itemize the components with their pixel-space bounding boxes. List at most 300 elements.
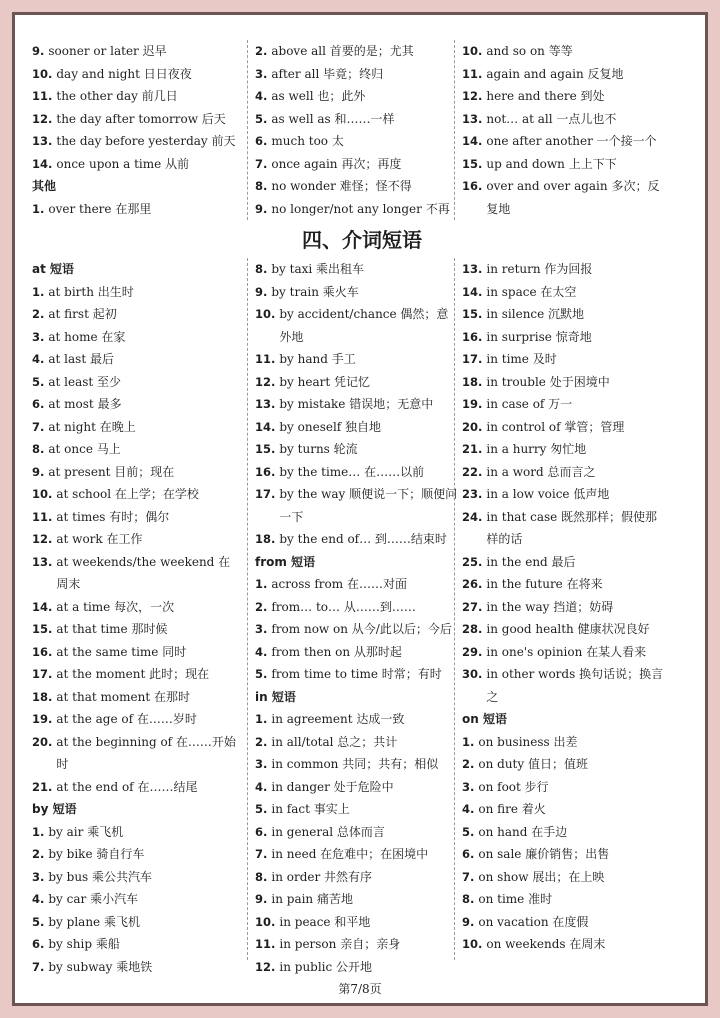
entry-text: in general 总体而言 <box>271 824 385 839</box>
entry-text: in peace 和平地 <box>279 914 371 929</box>
entry-text: once again 再次；再度 <box>271 156 402 171</box>
phrase-entry <box>255 348 459 371</box>
entry-text: at home 在家 <box>48 329 126 344</box>
entry-text: as well 也；此外 <box>271 89 366 103</box>
entry-text: day and night 日日夜夜 <box>56 66 192 81</box>
phrase-entry <box>255 483 459 528</box>
entry-number: 7. <box>32 419 45 434</box>
entry-number: 1. <box>32 824 45 839</box>
phrase-entry <box>462 416 666 439</box>
entry-text: from time to time 时常；有时 <box>271 667 442 681</box>
entry-number: 20. <box>462 419 483 434</box>
phrase-entry <box>462 731 666 754</box>
entry-text: as well as 和……一样 <box>271 111 395 126</box>
entry-number: 1. <box>462 734 475 749</box>
entry-number: 13. <box>32 554 53 569</box>
entry-number: 3. <box>32 869 45 884</box>
entry-number: 13. <box>462 111 483 126</box>
entry-text: over there 在那里 <box>48 201 152 216</box>
phrase-entry <box>32 911 236 934</box>
entry-text: in public 公开地 <box>279 959 373 974</box>
entry-text: at the beginning of 在……开始时 <box>56 734 236 771</box>
phrase-entry <box>255 108 459 131</box>
entry-text: at present 目前；现在 <box>48 464 175 479</box>
entry-text: on time 准时 <box>478 892 553 906</box>
entry-number: 7. <box>32 959 45 974</box>
phrase-entry <box>32 438 236 461</box>
phrase-entry <box>32 63 236 86</box>
subsection-heading: 其他 <box>32 179 57 193</box>
entry-number: 3. <box>255 757 268 771</box>
entry-number: 14. <box>462 284 483 299</box>
phrase-entry <box>255 198 459 221</box>
phrase-entry <box>32 618 236 641</box>
entry-text: once upon a time 从前 <box>56 156 190 171</box>
phrase-entry <box>255 753 459 776</box>
entry-number: 11. <box>255 937 276 951</box>
entry-number: 7. <box>255 156 268 171</box>
phrase-entry <box>255 303 459 348</box>
entry-number: 10. <box>32 487 53 501</box>
phrase-entry <box>255 528 459 551</box>
phrase-entry <box>462 393 666 416</box>
entry-number: 24. <box>462 509 483 524</box>
phrase-entry <box>32 326 236 349</box>
entry-text: in space 在太空 <box>486 284 577 299</box>
phrase-entry <box>462 798 666 821</box>
phrase-entry <box>462 776 666 799</box>
phrase-entry <box>462 348 666 371</box>
phrase-entry <box>462 753 666 776</box>
phrase-entry <box>462 40 666 63</box>
entry-text: in control of 掌管；管理 <box>486 419 625 434</box>
phrase-entry <box>255 40 459 63</box>
phrase-entry <box>32 416 236 439</box>
entry-text: above all 首要的是；尤其 <box>271 44 414 58</box>
entry-number: 11. <box>32 509 53 524</box>
phrase-entry <box>255 731 459 754</box>
entry-number: 6. <box>462 847 475 861</box>
entry-number: 16. <box>462 179 483 193</box>
entry-text: at work 在工作 <box>56 532 143 546</box>
phrase-entry <box>462 551 666 574</box>
entry-number: 12. <box>462 89 483 103</box>
entry-number: 12. <box>255 959 276 974</box>
phrase-entry <box>255 641 459 664</box>
top-column-1 <box>28 40 240 220</box>
entry-text: in the end 最后 <box>486 554 576 569</box>
entry-number: 7. <box>462 869 475 884</box>
entry-number: 5. <box>32 914 45 929</box>
entry-text: in a low voice 低声地 <box>486 487 610 501</box>
entry-text: at that time 那时候 <box>56 622 168 636</box>
entry-text: in one's opinion 在某人看来 <box>486 644 647 659</box>
entry-number: 28. <box>462 622 483 636</box>
phrase-entry <box>255 153 459 176</box>
entry-text: the day after tomorrow 后天 <box>56 111 226 126</box>
entry-text: at school 在上学；在学校 <box>56 487 199 501</box>
entry-text: up and down 上上下下 <box>486 156 617 171</box>
entry-number: 14. <box>462 134 483 148</box>
entry-text: no longer/not any longer 不再 <box>271 201 450 216</box>
entry-text: over and over again 多次；反复地 <box>486 179 660 216</box>
entry-text: at most 最多 <box>48 397 122 411</box>
phrase-entry <box>255 596 459 619</box>
entry-number: 4. <box>255 89 268 103</box>
entry-text: on fire 着火 <box>478 802 546 816</box>
phrase-entry <box>255 416 459 439</box>
phrase-entry <box>255 175 459 198</box>
entry-number: 12. <box>32 111 53 126</box>
entry-number: 6. <box>32 397 45 411</box>
phrase-entry <box>255 371 459 394</box>
entry-number: 8. <box>255 179 268 193</box>
phrase-entry <box>462 821 666 844</box>
phrase-entry <box>462 506 666 551</box>
entry-number: 27. <box>462 599 483 614</box>
entry-number: 5. <box>255 667 268 681</box>
phrase-entry <box>255 798 459 821</box>
column-divider <box>454 258 455 960</box>
phrase-entry <box>32 371 236 394</box>
phrase-entry <box>255 281 459 304</box>
phrase-entry <box>32 108 236 131</box>
entry-text: in fact 事实上 <box>271 802 350 816</box>
entry-number: 22. <box>462 464 483 479</box>
entry-number: 9. <box>462 914 475 929</box>
entry-text: from then on 从那时起 <box>271 644 402 659</box>
entry-text: by oneself 独自地 <box>279 419 382 434</box>
entry-text: in person 亲自；亲身 <box>279 937 401 951</box>
entry-text: in the future 在将来 <box>486 577 603 591</box>
entry-number: 15. <box>462 307 483 321</box>
phrase-entry <box>255 956 459 979</box>
entry-text: from… to… 从……到…… <box>271 599 416 614</box>
entry-number: 13. <box>462 262 483 276</box>
entry-number: 2. <box>32 307 45 321</box>
entry-number: 21. <box>462 442 483 456</box>
entry-number: 23. <box>462 487 483 501</box>
entry-number: 10. <box>462 44 483 58</box>
entry-number: 19. <box>462 397 483 411</box>
entry-text: at once 马上 <box>48 442 121 456</box>
phrase-entry <box>32 843 236 866</box>
phrase-entry <box>32 153 236 176</box>
entry-text: by plane 乘飞机 <box>48 914 140 929</box>
entry-text: on business 出差 <box>478 734 578 749</box>
subsection-heading: from 短语 <box>255 554 316 569</box>
entry-number: 4. <box>255 644 268 659</box>
entry-text: by the end of… 到……结束时 <box>279 532 447 546</box>
entry-text: by mistake 错误地；无意中 <box>279 397 434 411</box>
phrase-entry <box>32 731 236 776</box>
entry-number: 9. <box>255 892 268 906</box>
subsection-heading: at 短语 <box>32 262 75 276</box>
phrase-entry <box>255 63 459 86</box>
entry-number: 3. <box>462 779 475 794</box>
entry-number: 1. <box>255 712 268 726</box>
entry-number: 9. <box>32 464 45 479</box>
entry-number: 11. <box>32 89 53 103</box>
phrase-entry <box>462 843 666 866</box>
entry-number: 16. <box>462 329 483 344</box>
entry-number: 16. <box>255 464 276 479</box>
entry-number: 3. <box>255 66 268 81</box>
entry-number: 14. <box>32 156 53 171</box>
entry-number: 16. <box>32 644 53 659</box>
entry-text: by the way 顺便说一下；顺便问一下 <box>279 487 458 524</box>
entry-text: by accident/chance 偶然；意外地 <box>279 307 449 344</box>
phrase-entry <box>255 461 459 484</box>
column-divider <box>247 258 248 960</box>
entry-number: 7. <box>255 847 268 861</box>
phrase-entry <box>32 641 236 664</box>
entry-number: 12. <box>255 374 276 389</box>
phrase-entry <box>462 596 666 619</box>
entry-text: no wonder 难怪；怪不得 <box>271 179 412 193</box>
phrase-entry <box>255 911 459 934</box>
entry-number: 2. <box>255 599 268 614</box>
entry-number: 4. <box>462 802 475 816</box>
subsection-heading: by 短语 <box>32 802 77 816</box>
phrase-entry <box>32 956 236 979</box>
phrase-entry <box>462 663 666 708</box>
entry-number: 18. <box>32 689 53 704</box>
entry-text: on vacation 在度假 <box>478 914 589 929</box>
phrase-entry <box>32 198 236 221</box>
entry-number: 9. <box>255 201 268 216</box>
entry-text: on weekends 在周末 <box>486 937 606 951</box>
entry-text: at the end of 在……结尾 <box>56 779 198 794</box>
entry-text: in danger 处于危险中 <box>271 779 394 794</box>
entry-text: on duty 值日；值班 <box>478 757 588 771</box>
entry-number: 8. <box>462 892 475 906</box>
entry-text: on sale 廉价销售；出售 <box>478 847 610 861</box>
entry-number: 14. <box>255 419 276 434</box>
entry-text: in the way 挡道；妨碍 <box>486 599 614 614</box>
entry-text: in need 在危难中；在困境中 <box>271 847 429 861</box>
entry-number: 3. <box>32 329 45 344</box>
entry-number: 8. <box>32 442 45 456</box>
entry-text: at birth 出生时 <box>48 284 134 299</box>
entry-number: 4. <box>255 779 268 794</box>
phrase-entry <box>462 258 666 281</box>
phrase-entry <box>32 708 236 731</box>
entry-text: in good health 健康状况良好 <box>486 622 650 636</box>
entry-text: at weekends/the weekend 在周末 <box>56 554 231 591</box>
phrase-entry <box>32 866 236 889</box>
entry-text: in return 作为回报 <box>486 262 593 276</box>
entry-text: by train 乘火车 <box>271 284 359 299</box>
phrase-entry <box>255 130 459 153</box>
entry-text: at least 至少 <box>48 374 122 389</box>
entry-text: by ship 乘船 <box>48 937 120 951</box>
phrase-entry <box>32 596 236 619</box>
bottom-column-1 <box>28 258 240 978</box>
entry-number: 26. <box>462 577 483 591</box>
subsection-heading: on 短语 <box>462 712 507 726</box>
phrase-entry <box>462 641 666 664</box>
entry-number: 5. <box>32 374 45 389</box>
entry-number: 6. <box>32 937 45 951</box>
entry-text: by subway 乘地铁 <box>48 959 153 974</box>
entry-text: in a word 总而言之 <box>486 464 596 479</box>
entry-number: 2. <box>32 847 45 861</box>
phrase-entry <box>255 821 459 844</box>
entry-text: one after another 一个接一个 <box>486 134 657 148</box>
page-number: 第7/8页 <box>338 982 382 996</box>
phrase-entry <box>255 393 459 416</box>
entry-text: in case of 万一 <box>486 397 573 411</box>
entry-text: in surprise 惊奇地 <box>486 329 592 344</box>
entry-text: by turns 轮流 <box>279 442 358 456</box>
phrase-entry <box>462 371 666 394</box>
phrase-entry <box>462 175 666 220</box>
phrase-entry <box>32 686 236 709</box>
entry-number: 5. <box>462 824 475 839</box>
bottom-column-2 <box>251 258 463 978</box>
phrase-entry <box>462 130 666 153</box>
column-divider <box>454 40 455 220</box>
entry-number: 20. <box>32 734 53 749</box>
entry-number: 3. <box>255 622 268 636</box>
column-divider <box>247 40 248 220</box>
entry-text: by hand 手工 <box>279 352 356 366</box>
entry-text: here and there 到处 <box>486 89 605 103</box>
entry-text: at first 起初 <box>48 307 117 321</box>
entry-number: 5. <box>255 802 268 816</box>
entry-text: sooner or later 迟早 <box>48 44 167 58</box>
phrase-entry <box>462 618 666 641</box>
phrase-entry <box>32 821 236 844</box>
entry-text: at the age of 在……岁时 <box>56 712 197 726</box>
phrase-entry <box>255 843 459 866</box>
phrase-entry <box>32 551 236 596</box>
entry-text: in time 及时 <box>486 352 557 366</box>
entry-number: 29. <box>462 644 483 659</box>
entry-text: at the moment 此时；现在 <box>56 667 210 681</box>
entry-text: not… at all 一点儿也不 <box>486 111 617 126</box>
phrase-entry <box>462 281 666 304</box>
phrase-entry <box>462 888 666 911</box>
entry-number: 18. <box>462 374 483 389</box>
entry-text: in all/total 总之；共计 <box>271 734 398 749</box>
phrase-entry <box>462 573 666 596</box>
entry-text: by car 乘小汽车 <box>48 892 139 906</box>
entry-number: 30. <box>462 667 483 681</box>
phrase-entry <box>462 866 666 889</box>
phrase-entry <box>32 776 236 799</box>
entry-text: in agreement 达成一致 <box>271 712 405 726</box>
phrase-entry <box>32 933 236 956</box>
entry-number: 5. <box>255 111 268 126</box>
entry-number: 2. <box>255 44 268 58</box>
phrase-entry <box>255 618 459 641</box>
section-title: 四、介词短语 <box>302 228 422 252</box>
entry-text: in pain 痛苦地 <box>271 892 353 906</box>
entry-text: on hand 在手边 <box>478 824 568 839</box>
entry-number: 15. <box>462 156 483 171</box>
phrase-entry <box>462 63 666 86</box>
subsection-heading: in 短语 <box>255 689 296 704</box>
phrase-entry <box>462 933 666 956</box>
entry-number: 17. <box>32 667 53 681</box>
phrase-entry <box>462 911 666 934</box>
entry-number: 18. <box>255 532 276 546</box>
entry-number: 6. <box>255 134 268 148</box>
entry-number: 9. <box>32 44 45 58</box>
phrase-entry <box>32 40 236 63</box>
top-column-3 <box>458 40 670 220</box>
entry-number: 11. <box>255 352 276 366</box>
entry-number: 1. <box>32 284 45 299</box>
entry-text: by heart 凭记忆 <box>279 374 371 389</box>
entry-text: in order 井然有序 <box>271 869 373 884</box>
entry-number: 10. <box>462 937 483 951</box>
phrase-entry <box>255 776 459 799</box>
phrase-entry <box>32 506 236 529</box>
entry-text: at night 在晚上 <box>48 419 136 434</box>
top-column-2 <box>251 40 463 220</box>
phrase-entry <box>462 483 666 506</box>
entry-text: in a hurry 匆忙地 <box>486 442 587 456</box>
phrase-entry <box>255 933 459 956</box>
entry-text: after all 毕竟；终归 <box>271 66 384 81</box>
phrase-entry <box>255 438 459 461</box>
phrase-entry <box>32 663 236 686</box>
phrase-entry <box>462 108 666 131</box>
phrase-entry <box>32 348 236 371</box>
phrase-entry <box>255 573 459 596</box>
phrase-entry <box>32 303 236 326</box>
entry-text: at last 最后 <box>48 352 114 366</box>
phrase-entry <box>255 85 459 108</box>
entry-text: on show 展出；在上映 <box>478 869 605 884</box>
entry-text: by bus 乘公共汽车 <box>48 869 153 884</box>
phrase-entry <box>255 663 459 686</box>
phrase-entry <box>32 281 236 304</box>
entry-number: 11. <box>462 66 483 81</box>
phrase-entry <box>32 85 236 108</box>
entry-number: 10. <box>32 66 53 81</box>
entry-text: at the same time 同时 <box>56 644 187 659</box>
entry-text: by taxi 乘出租车 <box>271 262 365 276</box>
phrase-entry <box>255 708 459 731</box>
entry-number: 15. <box>32 622 53 636</box>
phrase-entry <box>32 461 236 484</box>
entry-text: at a time 每次，一次 <box>56 599 175 614</box>
phrase-entry <box>32 393 236 416</box>
entry-number: 8. <box>255 262 268 276</box>
entry-number: 9. <box>255 284 268 299</box>
entry-text: the other day 前几日 <box>56 89 178 103</box>
phrase-entry <box>255 258 459 281</box>
entry-text: across from 在……对面 <box>271 577 407 591</box>
entry-text: and so on 等等 <box>486 44 573 58</box>
entry-text: in common 共同；共有；相似 <box>271 757 439 771</box>
entry-text: by the time… 在……以前 <box>279 464 425 479</box>
entry-number: 10. <box>255 307 276 321</box>
entry-number: 25. <box>462 554 483 569</box>
entry-number: 17. <box>462 352 483 366</box>
phrase-entry <box>462 303 666 326</box>
entry-number: 13. <box>255 397 276 411</box>
phrase-entry <box>462 461 666 484</box>
phrase-entry <box>462 438 666 461</box>
entry-number: 10. <box>255 914 276 929</box>
entry-text: again and again 反复地 <box>486 66 624 81</box>
entry-text: at that moment 在那时 <box>56 689 190 704</box>
